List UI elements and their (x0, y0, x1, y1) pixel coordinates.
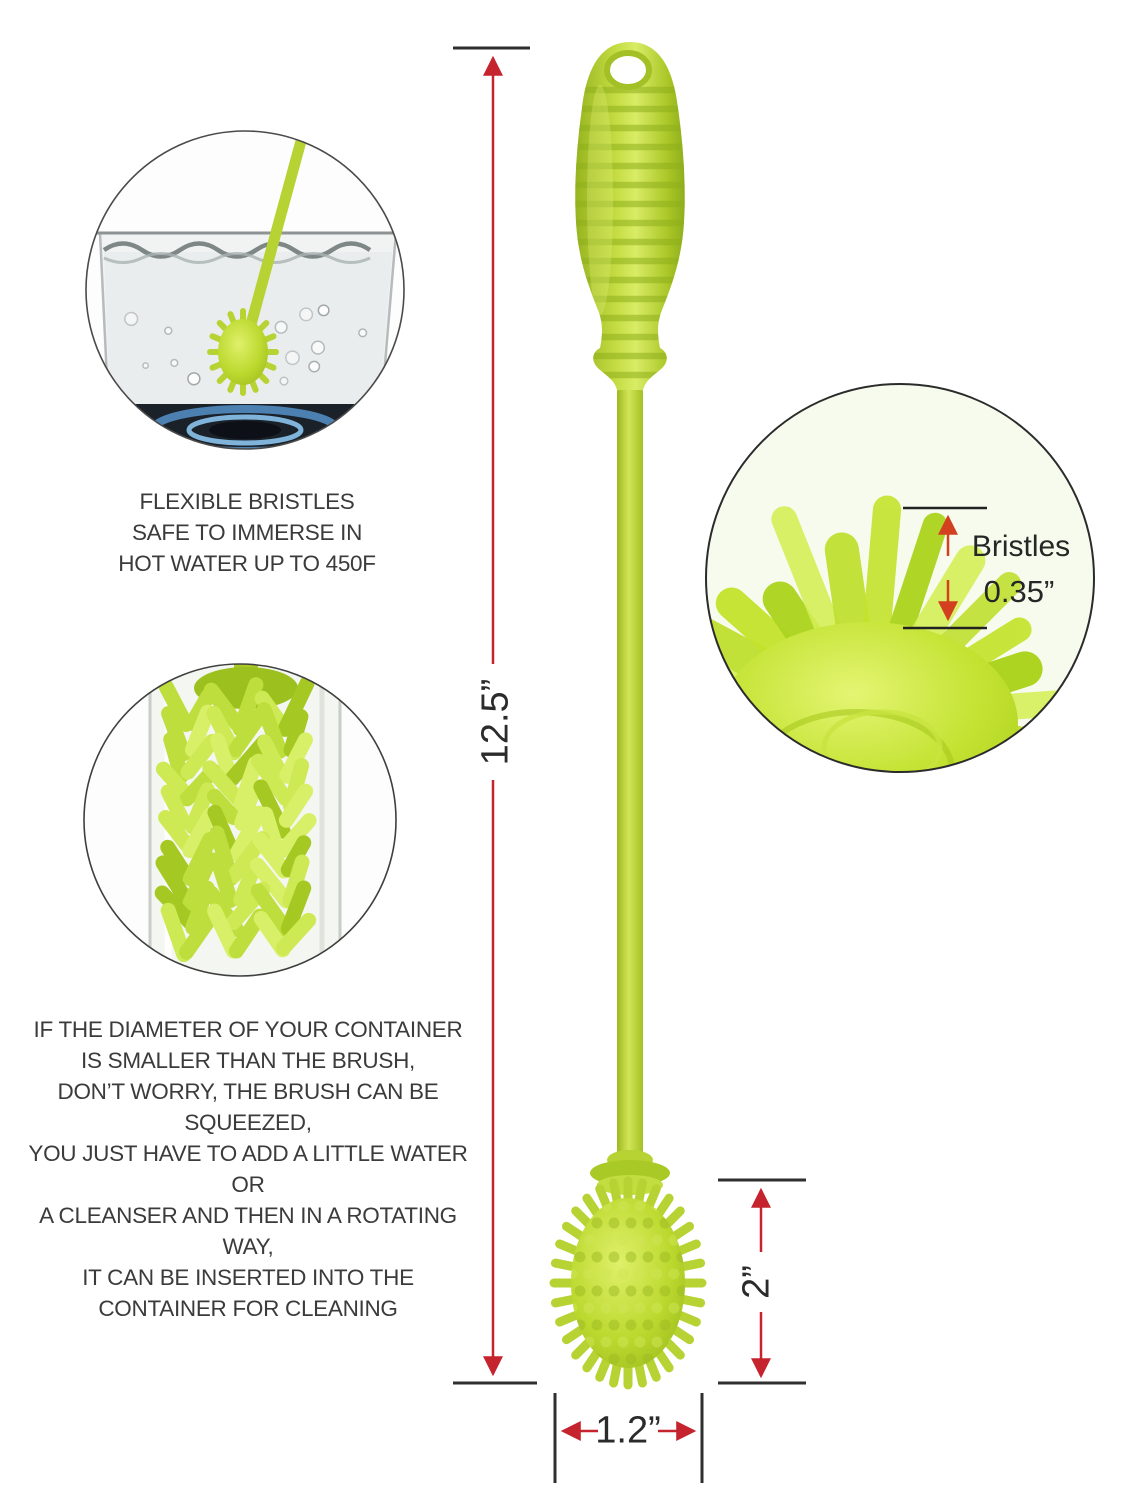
bristles-length-label: 0.35” (983, 574, 1055, 609)
squeeze-callout-line: IS SMALLER THAN THE BRUSH, (81, 1048, 415, 1073)
hot-water-photo (86, 130, 406, 474)
squeeze-callout-line: CONTAINER FOR CLEANING (98, 1296, 398, 1321)
head-width-label: 1.2” (595, 1409, 661, 1452)
brush-shaft (617, 386, 643, 1158)
heat-callout-line: HOT WATER UP TO 450F (118, 551, 376, 576)
hanging-hole (607, 53, 649, 87)
squeeze-callout-line: YOU JUST HAVE TO ADD A LITTLE WATER OR (28, 1141, 468, 1197)
brush-product (554, 42, 705, 1385)
squeeze-callout-line: IT CAN BE INSERTED INTO THE (82, 1265, 414, 1290)
squeeze-callout (17, 1014, 479, 1324)
heat-callout (57, 486, 437, 579)
head-height-label: 2” (735, 1265, 778, 1299)
bottle-photo (84, 640, 396, 1010)
bristles-label: Bristles (971, 530, 1071, 563)
total-length-label: 12.5” (474, 678, 517, 766)
heat-callout-line: FLEXIBLE BRISTLES (139, 489, 355, 514)
squeeze-callout-line: IF THE DIAMETER OF YOUR CONTAINER (33, 1017, 463, 1042)
heat-callout-line: SAFE TO IMMERSE IN (131, 520, 363, 545)
squeeze-callout-line: A CLEANSER AND THEN IN A ROTATING WAY, (39, 1203, 457, 1259)
squeeze-callout-line: DON’T WORRY, THE BRUSH CAN BE SQUEEZED, (57, 1079, 439, 1135)
